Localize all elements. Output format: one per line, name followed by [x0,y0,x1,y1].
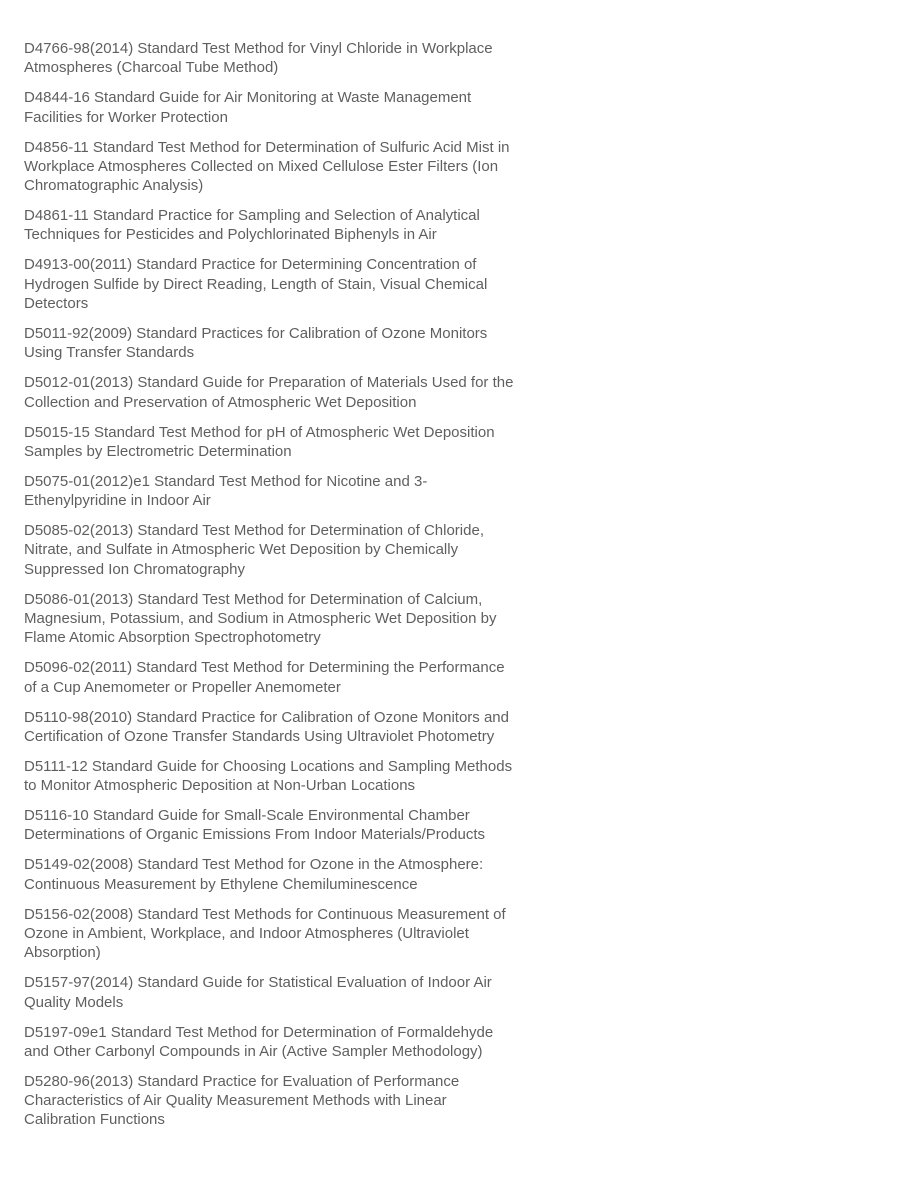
standard-entry-line: Ozone in Ambient, Workplace, and Indoor Atmospheres (Ultraviolet [24,924,469,942]
standard-entry-line: Workplace Atmospheres Collected on Mixed Cellulose Ester Filters (Ion [24,157,499,175]
standard-entry-line: D5075-01(2012)e1 Standard Test Method for Nicotine and 3- [24,472,428,490]
standard-entry-line: Chromatographic Analysis) [24,177,204,195]
standard-entry-line: D5011-92(2009) Standard Practices for Calibration of Ozone Monitors [24,325,488,342]
standard-entry-line: and Other Carbonyl Compounds in Air (Active Sampler Methodology) [24,1042,483,1060]
standard-entry [24,855,546,894]
standard-entry-line: Using Transfer Standards [24,344,195,362]
standard-entry-line: D4861-11 Standard Practice for Sampling and Selection of Analytical [24,207,480,225]
standard-entry-line: D5116-10 Standard Guide for Small-Scale Environmental Chamber [24,807,470,825]
standard-entry-line: D4856-11 Standard Test Method for Determination of Sulfuric Acid Mist in [24,138,510,156]
standard-entry-line: D5096-02(2011) Standard Test Method for Determining the Performance [24,659,505,677]
standard-entry [24,88,546,127]
standard-entry [24,373,546,412]
standard-entry [24,1023,546,1062]
standard-entry-line: D5012-01(2013) Standard Guide for Preparation of Materials Used for the [24,374,514,392]
standard-entry-line: Magnesium, Potassium, and Sodium in Atmospheric Wet Deposition by [24,610,497,627]
standard-entry-line: Collection and Preservation of Atmospheric Wet Deposition [24,393,417,411]
standard-entry-line: D5149-02(2008) Standard Test Method for Ozone in the Atmosphere: [24,856,484,874]
standard-entry-line: Ethenylpyridine in Indoor Air [24,492,211,510]
standard-entry-line: D4844-16 Standard Guide for Air Monitoring at Waste Management [24,89,472,107]
standard-entry-line: Continuous Measurement by Ethylene Chemiluminescence [24,875,418,893]
standard-entry-line: D5157-97(2014) Standard Guide for Statistical Evaluation of Indoor Air [24,974,492,992]
standards-list [24,39,546,1130]
standard-entry [24,806,546,845]
standard-entry-line: Quality Models [24,993,124,1011]
standard-entry [24,521,546,579]
standard-entry-line: Nitrate, and Sulfate in Atmospheric Wet Deposition by Chemically [24,541,459,559]
standard-entry-line: Atmospheres (Charcoal Tube Method) [24,59,279,77]
standard-entry-line: Certification of Ozone Transfer Standards Using Ultraviolet Photometry [24,727,495,745]
standard-entry-line: Samples by Electrometric Determination [24,442,292,460]
standard-entry-line: D4766-98(2014) Standard Test Method for Vinyl Chloride in Workplace [24,40,493,57]
standard-entry [24,905,546,963]
standard-entry-line: Characteristics of Air Quality Measurement Methods with Linear [24,1092,447,1110]
standard-entry-line: D5086-01(2013) Standard Test Method for Determination of Calcium, [24,590,483,608]
standard-entry-line: D5085-02(2013) Standard Test Method for Determination of Chloride, [24,522,484,540]
standard-entry-line: Facilities for Worker Protection [24,108,228,126]
standard-entry-line: Absorption) [24,944,101,962]
standard-entry-line: D4913-00(2011) Standard Practice for Determining Concentration of [24,256,477,274]
standard-entry-line: D5111-12 Standard Guide for Choosing Locations and Sampling Methods [24,757,513,775]
standard-entry [24,324,546,363]
standard-entry-line: D5156-02(2008) Standard Test Methods for Continuous Measurement of [24,905,506,923]
standard-entry [24,973,546,1012]
standard-entry [24,39,546,78]
standard-entry-line: Calibration Functions [24,1111,165,1129]
standard-entry [24,255,546,313]
standard-entry-line: D5197-09e1 Standard Test Method for Determination of Formaldehyde [24,1023,494,1041]
standard-entry [24,472,546,511]
standard-entry-line: Techniques for Pesticides and Polychlorinated Biphenyls in Air [24,226,437,244]
standard-entry [24,658,546,697]
standard-entry-line: D5280-96(2013) Standard Practice for Evaluation of Performance [24,1072,460,1090]
standard-entry [24,590,546,648]
standard-entry [24,757,546,796]
standard-entry-line: to Monitor Atmospheric Deposition at Non-Urban Locations [24,777,416,795]
standard-entry-line: of a Cup Anemometer or Propeller Anemometer [24,678,341,696]
standard-entry [24,708,546,747]
standard-entry [24,138,546,196]
standard-entry [24,206,546,245]
standard-entry-line: Suppressed Ion Chromatography [24,560,245,578]
standard-entry-line: Hydrogen Sulfide by Direct Reading, Length of Stain, Visual Chemical [24,275,488,293]
standard-entry-line: D5110-98(2010) Standard Practice for Calibration of Ozone Monitors and [24,708,509,726]
standard-entry-line: Determinations of Organic Emissions From Indoor Materials/Products [24,826,486,844]
standard-entry [24,423,546,462]
standard-entry-line: Detectors [24,295,89,313]
standard-entry-line: Flame Atomic Absorption Spectrophotometry [24,629,321,647]
standard-entry-line: D5015-15 Standard Test Method for pH of Atmospheric Wet Deposition [24,423,495,441]
standard-entry [24,1072,546,1130]
